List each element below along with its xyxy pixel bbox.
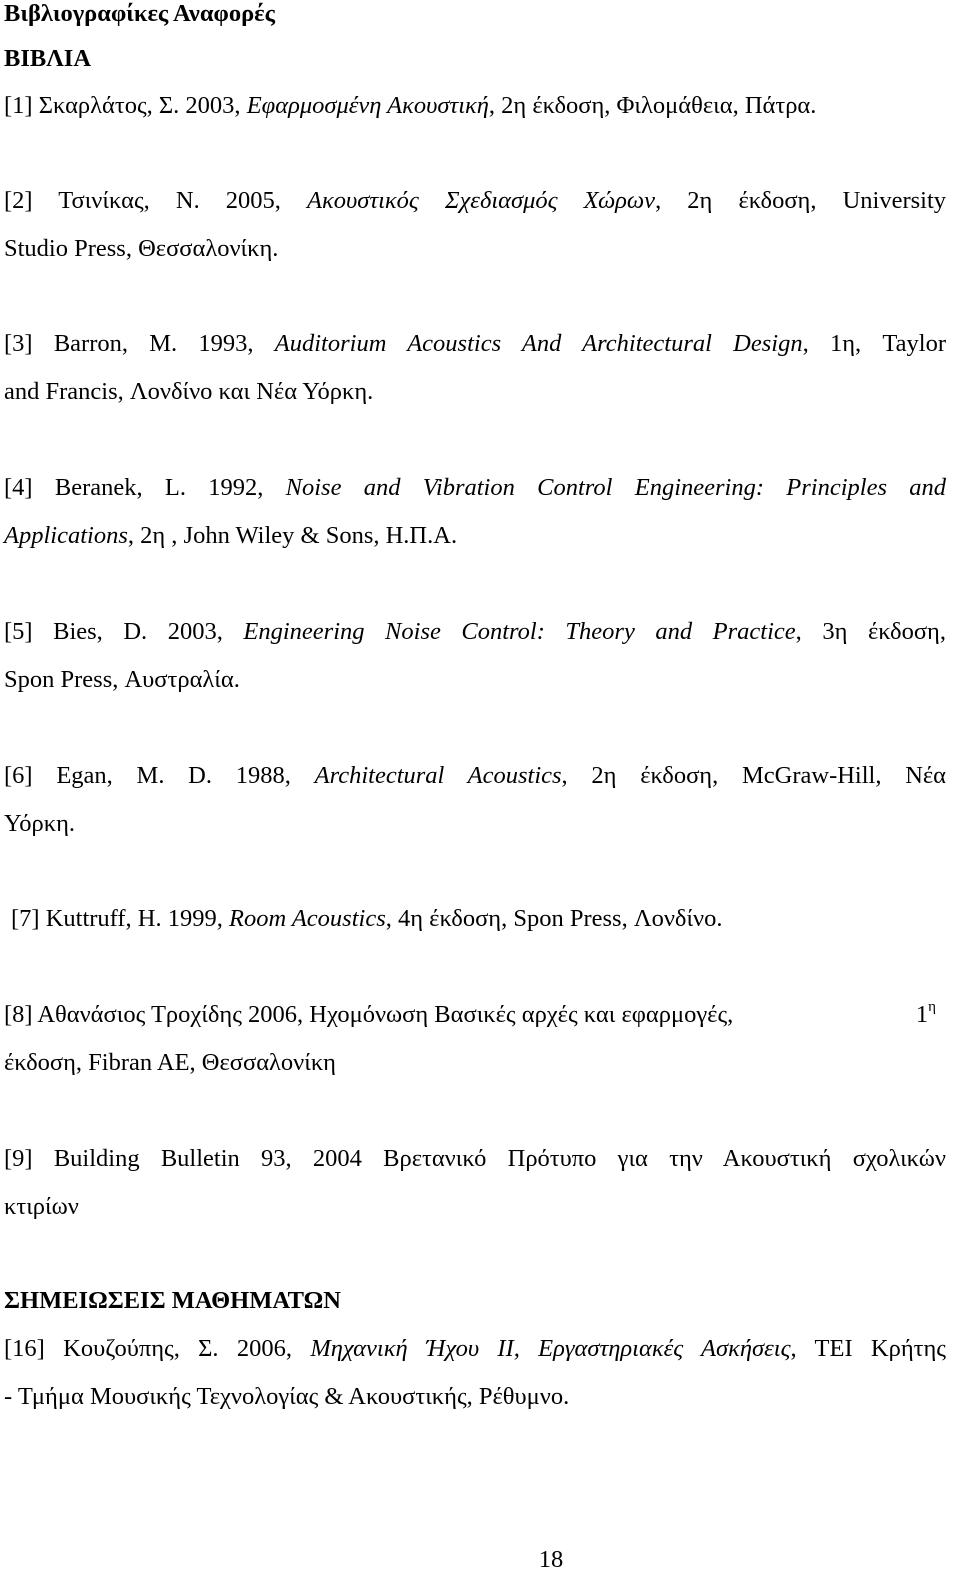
ref-title: Ακουστικός Σχεδιασμός Χώρων [307,187,656,214]
reference-3-line-1 [4,330,946,358]
reference-6-line-2: Υόρκη. [4,810,75,837]
ref-title: Μηχανική Ήχου ΙΙ, Εργαστηριακές Ασκήσεις [310,1335,791,1362]
ref-author: Egan, M. D. 1988, [56,762,291,789]
ref-author: Barron, M. 1993, [53,330,254,357]
ref-details: , 2η έκδοση, McGraw-Hill, Νέα [561,762,947,789]
section-heading-books: ΒΙΒΛΙΑ [4,45,92,72]
reference-16-line-1 [4,1335,946,1363]
section-heading-notes: ΣΗΜΕΙΩΣΕΙΣ ΜΑΘΗΜΑΤΩΝ [4,1287,341,1314]
ref-number: [1] [4,92,33,119]
ref-author: Κουζούπης, Σ. 2006, [63,1335,292,1362]
ref-author: Bies, D. 2003, [53,618,223,645]
ref-text: [8] Αθανάσιος Τροχίδης 2006, Ηχομόνωση Βασικές αρχές και εφαρμογές, [4,1001,734,1028]
ref-title-continued: Applications [4,522,128,549]
ref-author: Σκαρλάτος, Σ. 2003, [38,92,241,119]
page-number: 18 [538,1546,564,1573]
ref-details: , 1η, Taylor [802,330,946,357]
ref-details: , 2η έκδοση, Φιλομάθεια, Πάτρα. [488,92,817,119]
ref-title: Auditorium Acoustics And Architectural Design [274,330,803,357]
ref-title: Noise and Vibration Control Engineering: Principles and [285,474,947,501]
ref-details: , 2η έκδοση, University [655,187,947,214]
reference-7 [11,905,953,933]
ref-author: Beranek, L. 1992, [54,474,264,501]
reference-4-line-1 [4,474,946,502]
ref-number: [16] [4,1335,45,1362]
ref-number: [2] [4,187,33,214]
reference-9-line-1: [9] Building Bulletin 93, 2004 Βρετανικό Πρότυπο για την Ακουστική σχολικών [4,1145,946,1172]
ref-number: [4] [4,474,33,501]
ref-number: [6] [4,762,33,789]
ref-details: , 2η , John Wiley & Sons, Η.Π.Α. [127,522,458,549]
reference-9-line-2: κτιρίων [4,1193,79,1220]
reference-5-line-1 [4,618,946,646]
reference-2-line-2: Studio Press, Θεσσαλονίκη. [4,235,279,262]
reference-8-line-2: έκδοση, Fibran AE, Θεσσαλονίκη [4,1049,336,1076]
ref-details: , 4η έκδοση, Spon Press, Λονδίνο. [385,905,723,932]
reference-16-line-2: - Τμήμα Μουσικής Τεχνολογίας & Ακουστικής, Ρέθυμνο. [4,1383,570,1410]
reference-5-line-2: Spon Press, Αυστραλία. [4,666,240,693]
ref-author: Τσινίκας, Ν. 2005, [58,187,281,214]
reference-4-line-2 [4,522,946,550]
ref-number: [7] [11,905,40,932]
ref-details: , ΤΕΙ Κρήτης [790,1335,947,1362]
ref-details: , 3η έκδοση, [795,618,946,645]
edition-number: 1 [915,1001,929,1028]
reference-2-line-1 [4,187,946,215]
reference-8-line-1 [4,998,946,1029]
ref-title: Engineering Noise Control: Theory and Practice [243,618,796,645]
ref-author: Kuttruff, H. 1999, [45,905,223,932]
ref-title: Room Acoustics [229,905,386,932]
reference-1 [4,92,946,120]
reference-6-line-1 [4,762,946,790]
ref-number: [3] [4,330,33,357]
edition-superscript: η [928,998,936,1015]
reference-3-line-2: and Francis, Λονδίνο και Νέα Υόρκη. [4,378,374,405]
ref-edition [915,998,936,1029]
ref-number: [5] [4,618,33,645]
ref-title: Εφαρμοσμένη Ακουστική [246,92,489,119]
ref-title: Architectural Acoustics [314,762,562,789]
page-title: Βιβλιογραφίκες Αναφορές [4,0,275,27]
